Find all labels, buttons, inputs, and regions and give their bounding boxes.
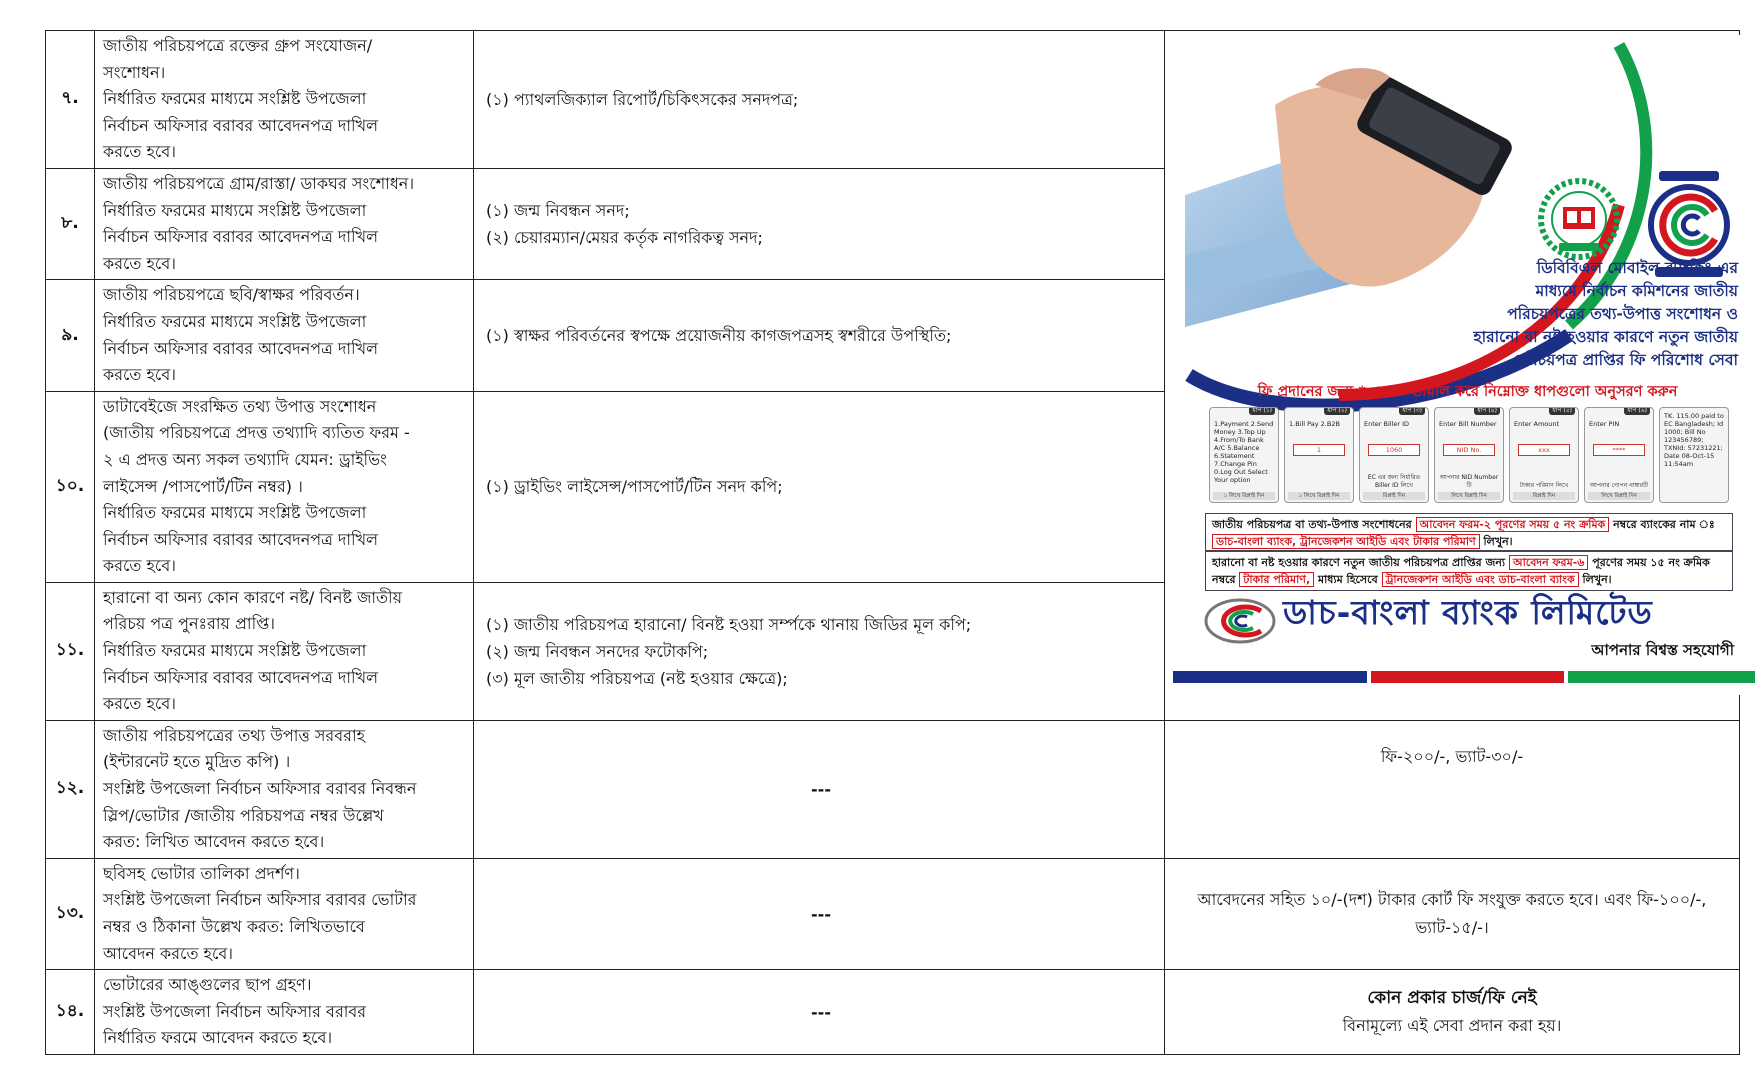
dbbl-advertisement — [1165, 31, 1740, 721]
services-table — [45, 30, 1740, 1055]
confirmation-screen: TK. 115.00 paid to EC Bangladesh; Id 1000; Bill No 123456789; TXNId: 57231221; Date 08-Oct-15 11:54am — [1659, 407, 1729, 503]
color-stripes — [1173, 671, 1755, 683]
fee-cell: আবেদনের সহিত ১০/-(দশ) টাকার কোর্ট ফি সংযুক্ত করতে হবে। এবং ফি-১০০/-, ভ্যাট-১৫/-। — [1165, 858, 1740, 969]
row-number: ১১. — [46, 582, 95, 720]
row-number: ১০. — [46, 391, 95, 582]
fee-title: কোন প্রকার চার্জ/ফি নেই — [1367, 988, 1537, 1009]
table-row — [46, 720, 1740, 858]
service-description: জাতীয় পরিচয়পত্রের তথ্য উপাত্ত সরবরাহ (ইন্টারনেট হতে মুদ্রিত কপি) । সংশ্লিষ্ট উপজেলা নির্বাচন অফিসার বরাবর নিবন্ধন স্লিপ/ভোটার /জাতীয় পরিচয়পত্র নম্বর উল্লেখ করত: লিখিত আবেদন করতে হবে। — [95, 720, 474, 858]
row-number: ৭. — [46, 31, 95, 169]
bank-tagline: আপনার বিশ্বস্ত সহযোগী — [1591, 641, 1734, 659]
service-description: হারানো বা অন্য কোন কারণে নষ্ট/ বিনষ্ট জাতীয় পরিচয় পত্র পুনঃরায় প্রাপ্তি। নির্ধারিত ফরমের মাধ্যমে সংশ্লিষ্ট উপজেলা নির্বাচন অফিসার বরাবর আবেদনপত্র দাখিল করতে হবে। — [95, 582, 474, 720]
row-number: ১২. — [46, 720, 95, 858]
fee-cell: কোন প্রকার চার্জ/ফি নেই বিনামূল্যে এই সেবা প্রদান করা হয়। — [1165, 970, 1740, 1055]
row-number: ৯. — [46, 280, 95, 391]
required-documents: --- — [474, 720, 1165, 858]
bank-name: ডাচ-বাংলা ব্যাংক লিমিটেড — [1283, 593, 1653, 632]
form6-instruction-box: হারানো বা নষ্ট হওয়ার কারণে নতুন জাতীয় পরিচয়পত্র প্রাপ্তির জন্য আবেদন ফরম-৬ পূরণের সময় ১৫ নং ক্রমিক নম্বরে টাকার পরিমাণ, মাধ্যম হিসেবে ট্রানজেকশন আইডি এবং ডাচ-বাংলা ব্যাংক লিখুন। — [1205, 551, 1733, 591]
step-screen: ধাপ (৩) Enter Biller ID 1060 EC এর জন্য নির্ধারিত Biller ID লিখে রিপ্লাই দিন — [1359, 407, 1429, 503]
dial-instruction: ফি প্রদানের জন্য *৩২২# ডায়াল করে নিম্নোক্ত ধাপগুলো অনুসরণ করুন — [1257, 384, 1678, 400]
required-documents: (১) জন্ম নিবন্ধন সনদ; (২) চেয়ারম্যান/মেয়র কর্তৃক নাগরিকত্ব সনদ; — [474, 168, 1165, 279]
required-documents: (১) জাতীয় পরিচয়পত্র হারানো/ বিনষ্ট হওয়া সর্ম্পকে থানায় জিডির মূল কপি; (২) জন্ম নিবন্ধন সনদের ফটোকপি; (৩) মূল জাতীয় পরিচয়পত্র (নষ্ট হওয়ার ক্ষেত্রে); — [474, 582, 1165, 720]
step-screen: ধাপ (২) 1.Bill Pay 2.B2B 1 ১ লিখে রিপ্লাই দিন — [1284, 407, 1354, 503]
required-documents: --- — [474, 970, 1165, 1055]
row-number: ৮. — [46, 168, 95, 279]
table-row — [46, 31, 1740, 169]
service-description: ভোটারের আঙ্গুলের ছাপ গ্রহণ। সংশ্লিষ্ট উপজেলা নির্বাচন অফিসার বরাবর নির্ধারিত ফরমে আবেদন করতে হবে। — [95, 970, 474, 1055]
service-description: ছবিসহ ভোটার তালিকা প্রদর্শণ। সংশ্লিষ্ট উপজেলা নির্বাচন অফিসার বরাবর ভোটার নম্বর ও ঠিকানা উল্লেখ করত: লিখিতভাবে আবেদন করতে হবে। — [95, 858, 474, 969]
form2-instruction-box: জাতীয় পরিচয়পত্র বা তথ্য-উপাত্ত সংশোধনের আবেদন ফরম-২ পূরণের সময় ৫ নং ক্রমিক নম্বরে ব্যাংকের নাম ঃ ডাচ-বাংলা ব্যাংক, ট্রানজেকশন আইডি এবং টাকার পরিমাণ লিখুন। — [1205, 513, 1733, 551]
ad-headline: ডিবিবিএল মোবাইল ব্যাংকিং-এর মাধ্যমে নির্বাচন কমিশনের জাতীয় পরিচয়পত্রের তথ্য-উপাত্ত সংশোধন ও হারানো বা নষ্ট হওয়ার কারণে নতুন জাতীয় পরিচয়পত্র প্রাপ্তির ফি পরিশোধ সেবা — [1473, 259, 1738, 369]
step-screen: ধাপ (৪) Enter Bill Number NID No. আপনার NID Number টি লিখে রিপ্লাই দিন — [1434, 407, 1504, 503]
election-commission-logo — [1537, 177, 1621, 261]
fee-cell: ফি-২০০/-, ভ্যাট-৩০/- — [1165, 720, 1740, 858]
required-documents: (১) ড্রাইভিং লাইসেন্স/পাসপোর্ট/টিন সনদ কপি; — [474, 391, 1165, 582]
required-documents: --- — [474, 858, 1165, 969]
table-row — [46, 858, 1740, 969]
step-screen: ধাপ (৬) Enter PIN **** আপনার গোপন নাম্বারটি লিখে রিপ্লাই দিন — [1584, 407, 1654, 503]
ussd-steps — [1209, 407, 1729, 503]
service-description: জাতীয় পরিচয়পত্রে গ্রাম/রাস্তা/ ডাকঘর সংশোধন। নির্ধারিত ফরমের মাধ্যমে সংশ্লিষ্ট উপজেলা নির্বাচন অফিসার বরাবর আবেদনপত্র দাখিল করতে হবে। — [95, 168, 474, 279]
service-description: ডাটাবেইজে সংরক্ষিত তথ্য উপাত্ত সংশোধন (জাতীয় পরিচয়পত্রে প্রদত্ত তথ্যাদি ব্যতিত ফরম - ২ এ প্রদত্ত অন্য সকল তথ্যাদি যেমন: ড্রাইভিং লাইসেন্স /পাসপোর্ট/টিন নম্বর) । নির্ধারিত ফরমের মাধ্যমে সংশ্লিষ্ট উপজেলা নির্বাচন অফিসার বরাবর আবেদনপত্র দাখিল করতে হবে। — [95, 391, 474, 582]
row-number: ১৩. — [46, 858, 95, 969]
service-description: জাতীয় পরিচয়পত্রে রক্তের গ্রুপ সংযোজন/ সংশোধন। নির্ধারিত ফরমের মাধ্যমে সংশ্লিষ্ট উপজেলা নির্বাচন অফিসার বরাবর আবেদনপত্র দাখিল করতে হবে। — [95, 31, 474, 169]
required-documents: (১) প্যাথলজিক্যাল রিপোর্ট/চিকিৎসকের সনদপত্র; — [474, 31, 1165, 169]
table-row — [46, 970, 1740, 1055]
step-screen: ধাপ (১) 1.Payment 2.Send Money 3.Top Up 4.From/To Bank A/C 5.Balance 6.Statement 7.Change Pin 0.Log Out Select Your option ১ লিখে রিপ্লাই দিন — [1209, 407, 1279, 503]
step-screen: ধাপ (৫) Enter Amount xxx টাকার পরিমাণ লিখে রিপ্লাই দিন — [1509, 407, 1579, 503]
service-description: জাতীয় পরিচয়পত্রে ছবি/স্বাক্ষর পরিবর্তন। নির্ধারিত ফরমের মাধ্যমে সংশ্লিষ্ট উপজেলা নির্বাচন অফিসার বরাবর আবেদনপত্র দাখিল করতে হবে। — [95, 280, 474, 391]
row-number: ১৪. — [46, 970, 95, 1055]
required-documents: (১) স্বাক্ষর পরিবর্তনের স্বপক্ষে প্রয়োজনীয় কাগজপত্রসহ স্বশরীরে উপস্থিতি; — [474, 280, 1165, 391]
dbbl-logo-icon — [1203, 597, 1277, 645]
